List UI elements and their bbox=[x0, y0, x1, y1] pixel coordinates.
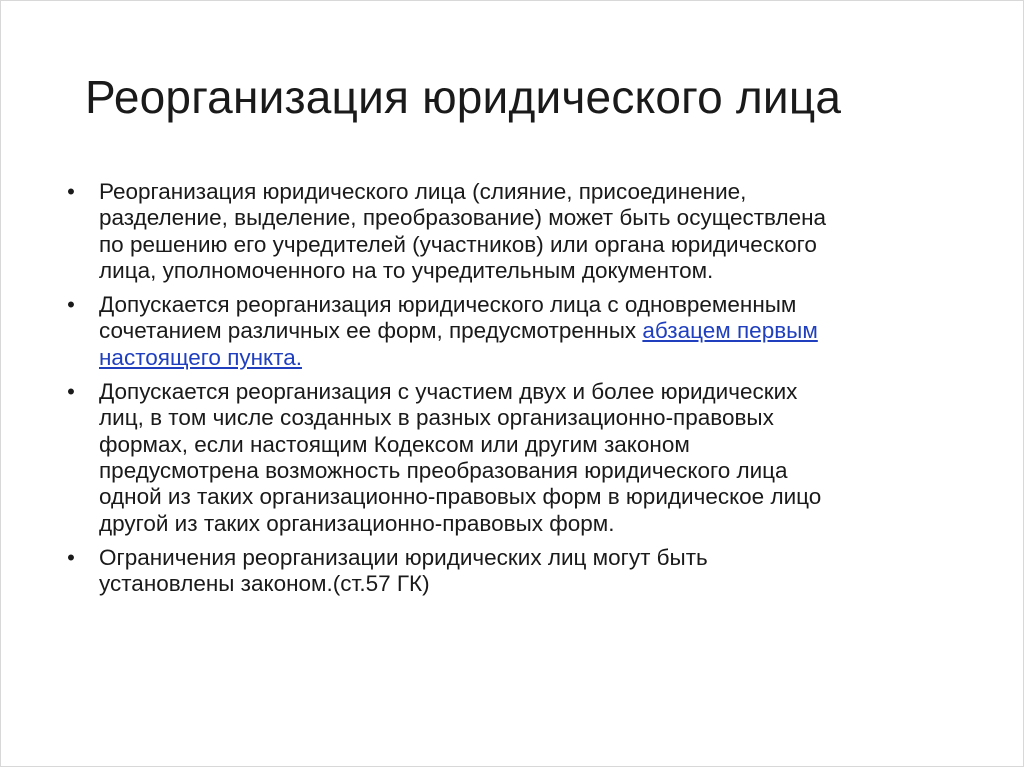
bullet-line: Допускается реорганизация с участием двух и более юридических bbox=[99, 379, 798, 405]
bullet-line: одной из таких организационно-правовых форм в юридическое лицо bbox=[99, 484, 822, 510]
bullet-line: Ограничения реорганизации юридических лиц могут быть bbox=[99, 544, 708, 570]
reference-link[interactable]: абзацем первым bbox=[642, 318, 818, 344]
bullet-line: предусмотрена возможность преобразования юридического лица bbox=[99, 457, 788, 483]
bullet-line: Реорганизация юридического лица (слияние, присоединение, bbox=[99, 179, 747, 204]
bullet-icon: • bbox=[67, 379, 75, 405]
bullet-line: Допускается реорганизация юридического лица с одновременным bbox=[99, 292, 797, 318]
bullet-line: другой из таких организационно-правовых форм. bbox=[99, 510, 615, 536]
bullet-line: установлены законом.(ст.57 ГК) bbox=[99, 571, 430, 597]
bullet-line: по решению его учредителей (участников) или органа юридического bbox=[99, 231, 817, 257]
bullet-icon: • bbox=[67, 292, 75, 318]
bullet-item bbox=[61, 545, 961, 598]
bullet-line bbox=[99, 318, 961, 344]
reference-link-continued[interactable]: настоящего пункта. bbox=[99, 344, 302, 370]
bullet-item bbox=[61, 379, 961, 537]
bullet-line bbox=[99, 345, 961, 371]
bullet-list bbox=[61, 179, 961, 605]
bullet-item bbox=[61, 179, 961, 284]
bullet-line: формах, если настоящим Кодексом или другим законом bbox=[99, 431, 690, 457]
bullet-line: разделение, выделение, преобразование) может быть осуществлена bbox=[99, 205, 827, 231]
slide-title: Реорганизация юридического лица bbox=[85, 71, 842, 123]
bullet-icon: • bbox=[67, 544, 75, 570]
bullet-icon: • bbox=[67, 179, 75, 204]
bullet-text: сочетанием различных ее форм, предусмотренных bbox=[99, 318, 643, 344]
bullet-line: лица, уполномоченного на то учредительным документом. bbox=[99, 257, 714, 283]
bullet-line: лиц, в том числе созданных в разных организационно-правовых bbox=[99, 405, 774, 431]
bullet-item bbox=[61, 292, 961, 371]
